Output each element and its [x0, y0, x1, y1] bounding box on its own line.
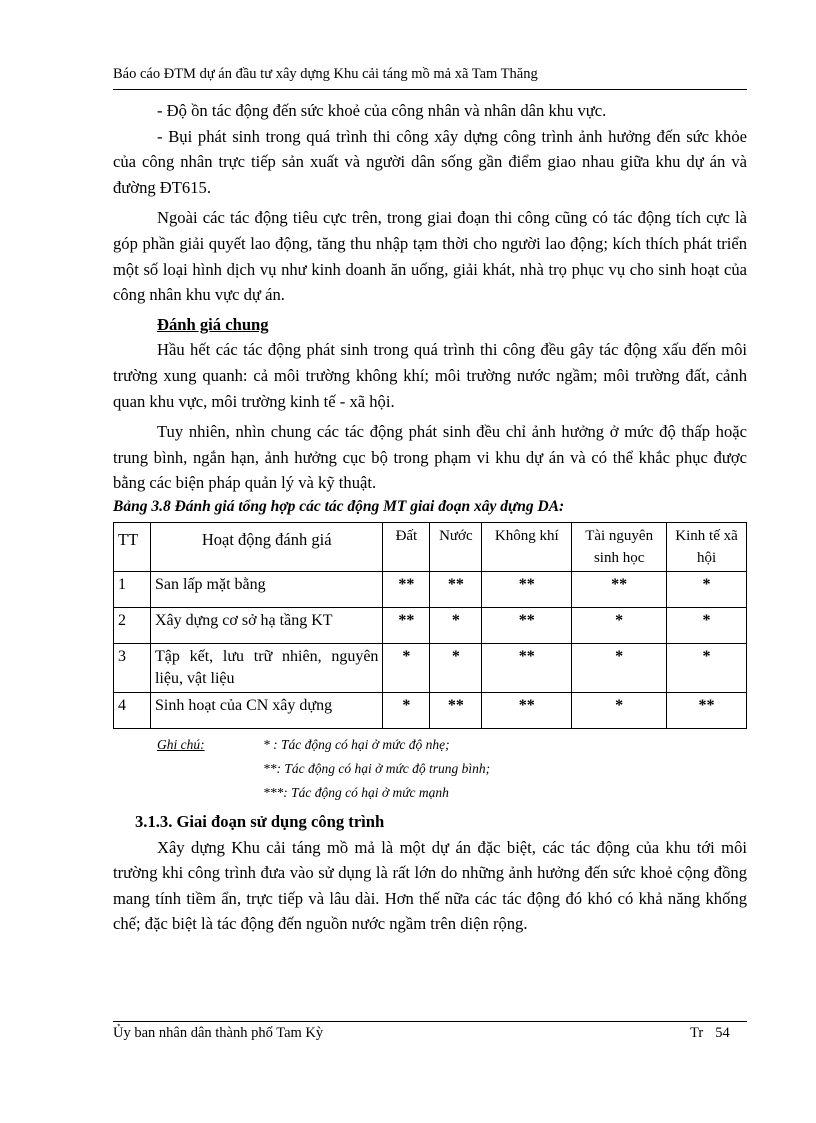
cell-air: ** [482, 692, 572, 728]
paragraph-noise-impact: - Độ ồn tác động đến sức khoẻ của công nhân và nhân dân khu vực. [157, 101, 607, 120]
table-notes [113, 733, 747, 805]
cell-soil: ** [383, 607, 430, 643]
header-socio-economic: Kinh tế xã hội [667, 522, 747, 571]
cell-air: ** [482, 643, 572, 692]
cell-air: ** [482, 571, 572, 607]
cell-bio: ** [572, 571, 667, 607]
table-row [114, 692, 747, 728]
cell-socio: ** [667, 692, 747, 728]
cell-water: ** [430, 571, 482, 607]
cell-activity: Tập kết, lưu trữ nhiên, nguyên liệu, vật liệu [150, 643, 382, 692]
cell-tt: 2 [114, 607, 151, 643]
header-bio-resources: Tài nguyên sinh học [572, 522, 667, 571]
cell-tt: 3 [114, 643, 151, 692]
page-number-value: 54 [715, 1025, 730, 1041]
page-prefix: Tr [690, 1025, 704, 1041]
cell-tt: 4 [114, 692, 151, 728]
cell-socio: * [667, 571, 747, 607]
cell-bio: * [572, 643, 667, 692]
cell-bio: * [572, 692, 667, 728]
paragraph-impact-level: Tuy nhiên, nhìn chung các tác động phát sinh đều chỉ ảnh hưởng ở mức độ thấp hoặc trung bình, ngắn hạn, ảnh hưởng cục bộ trong phạm vi khu dự án và có thể khắc phục được bằng các biện pháp quản lý và kỹ thuật. [113, 422, 747, 493]
note-strong: ***: Tác động có hại ở mức mạnh [263, 784, 449, 800]
cell-activity: Sinh hoạt của CN xây dựng [150, 692, 382, 728]
header-divider [113, 89, 747, 90]
header-water: Nước [430, 522, 482, 571]
notes-label: Ghi chú: [157, 736, 205, 752]
cell-air: ** [482, 607, 572, 643]
header-air: Không khí [482, 522, 572, 571]
footer-organization: Ủy ban nhân dân thành phố Tam Kỳ [113, 1025, 324, 1041]
table-header-row [114, 522, 747, 571]
paragraph-operation-stage: Xây dựng Khu cải táng mồ mả là một dự án đặc biệt, các tác động của khu tới môi trường khi công trình đưa vào sử dụng là rất lớn do những ảnh hưởng đến sức khoẻ cộng đồng mang tính tiềm ẩn, trực tiếp và lâu dài. Hơn thế nữa các tác động đó khó có khả năng khống chế; đặc biệt là tác động đến nguồn nước ngầm trên diện rộng. [113, 837, 747, 934]
document-body [113, 98, 747, 937]
cell-water: * [430, 643, 482, 692]
header-tt: TT [114, 522, 151, 571]
page-header: Báo cáo ĐTM dự án đầu tư xây dựng Khu cải táng mồ mả xã Tam Thăng [113, 66, 538, 82]
table-row [114, 607, 747, 643]
cell-bio: * [572, 607, 667, 643]
cell-water: ** [430, 692, 482, 728]
cell-socio: * [667, 607, 747, 643]
table-row [114, 643, 747, 692]
page-number [690, 1025, 730, 1042]
section-heading: 3.1.3. Giai đoạn sử dụng công trình [135, 811, 385, 831]
cell-soil: * [383, 643, 430, 692]
cell-tt: 1 [114, 571, 151, 607]
paragraph-positive-impacts: Ngoài các tác động tiêu cực trên, trong giai đoạn thi công cũng có tác động tích cực là góp phần giải quyết lao động, tăng thu nhập tạm thời cho người lao động; kích thích phát triển một số loại hình dịch vụ như kinh doanh ăn uống, giải khát, nhà trọ phục vụ cho sinh hoạt của công nhân khu vực dự án. [113, 208, 747, 305]
cell-water: * [430, 607, 482, 643]
paragraph-general-assessment: Hầu hết các tác động phát sinh trong quá trình thi công đều gây tác động xấu đến môi trường xung quanh: cả môi trường không khí; môi trường nước ngầm; môi trường đất, cảnh quan khu vực, môi trường kinh tế - xã hội. [113, 340, 747, 411]
header-soil: Đất [383, 522, 430, 571]
header-activity: Hoạt động đánh giá [150, 522, 382, 571]
cell-soil: * [383, 692, 430, 728]
paragraph-dust-impact: - Bụi phát sinh trong quá trình thi công xây dựng công trình ảnh hưởng đến sức khỏe của công nhân trực tiếp sản xuất và người dân sống gần điểm giao nhau giữa khu dự án và đường ĐT615. [113, 126, 747, 197]
note-medium: **: Tác động có hại ở mức độ trung bình; [263, 760, 491, 776]
table-row [114, 571, 747, 607]
table-caption: Bảng 3.8 Đánh giá tổng hợp các tác động MT giai đoạn xây dựng DA: [113, 497, 565, 515]
cell-socio: * [667, 643, 747, 692]
footer-divider [113, 1021, 747, 1022]
cell-activity: Xây dựng cơ sở hạ tầng KT [150, 607, 382, 643]
cell-activity: San lấp mặt bằng [150, 571, 382, 607]
impact-assessment-table [113, 522, 747, 729]
cell-soil: ** [383, 571, 430, 607]
heading-general-assessment: Đánh giá chung [157, 314, 269, 334]
note-light: * : Tác động có hại ở mức độ nhẹ; [263, 736, 450, 752]
